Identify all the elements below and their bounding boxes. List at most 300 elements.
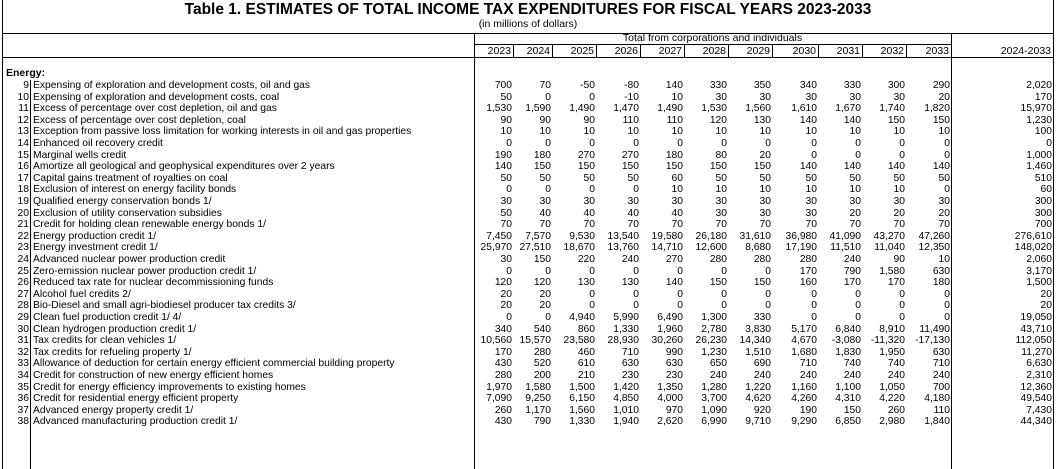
value-cell-2025: 23,580	[563, 335, 595, 347]
value-cell-2023: 190	[494, 149, 512, 161]
value-cell-2027: 150	[665, 161, 683, 173]
row-number: 20	[17, 207, 29, 219]
row-number: 25	[17, 265, 29, 277]
row-number: 37	[17, 404, 29, 416]
value-cell-2031: 1,100	[835, 381, 861, 393]
value-cell-2030: 10	[805, 126, 817, 138]
value-cell-2029: 350	[753, 80, 771, 91]
value-cell-2027: 0	[677, 265, 683, 277]
value-cell-2024-2033: 100	[1034, 126, 1052, 138]
value-cell-2024-2033: 20	[1040, 288, 1052, 300]
table-row	[3, 196, 1053, 208]
value-cell-2028: 2,780	[701, 323, 727, 335]
value-cell-2033: 47,260	[918, 230, 950, 242]
value-cell-2028: 1,530	[701, 103, 727, 115]
value-cell-2026: 40	[627, 207, 639, 219]
value-cell-2033: 0	[944, 312, 950, 323]
value-cell-2025: 10	[583, 126, 595, 138]
value-cell-2025: 50	[583, 172, 595, 184]
value-cell-2030: 190	[799, 404, 817, 416]
value-cell-2026: 50	[627, 172, 639, 184]
value-cell-2023: 20	[500, 300, 512, 312]
value-cell-2025: 0	[589, 300, 595, 312]
value-cell-2028: 1,300	[701, 312, 727, 323]
value-cell-2026: -10	[624, 91, 639, 103]
value-cell-2027: 180	[665, 149, 683, 161]
row-label: Marginal wells credit	[33, 149, 127, 161]
row-number: 14	[17, 138, 29, 149]
value-cell-2032: 150	[887, 114, 905, 126]
value-cell-2026: 1,420	[613, 381, 639, 393]
value-cell-2032: 0	[899, 300, 905, 312]
year-header-2023: 2023	[487, 45, 511, 57]
value-cell-2031: 1,830	[835, 346, 861, 358]
value-cell-2024: 520	[533, 358, 551, 370]
value-cell-2028: 30	[715, 207, 727, 219]
value-cell-2030: 140	[799, 114, 817, 126]
table-header-box	[3, 0, 1053, 34]
value-cell-2029: 150	[753, 277, 771, 289]
value-cell-2024: 200	[533, 370, 551, 381]
value-cell-2024-2033: 510	[1034, 172, 1052, 184]
table-row	[3, 277, 1053, 289]
value-cell-2033: 4,180	[924, 393, 950, 405]
row-number: 26	[17, 277, 29, 289]
value-cell-2024: 0	[545, 312, 551, 323]
value-cell-2033: 0	[944, 184, 950, 196]
value-cell-2033: 0	[944, 300, 950, 312]
row-number: 30	[17, 323, 29, 335]
value-cell-2031: 30	[849, 196, 861, 207]
year-header-2024: 2024	[526, 45, 550, 57]
value-cell-2023: 50	[500, 207, 512, 219]
row-label: Credit for holding clean renewable energy bonds 1/	[33, 219, 266, 231]
value-cell-2030: 17,190	[785, 242, 817, 254]
value-cell-2026: 4,850	[613, 393, 639, 405]
value-cell-2025: 9,530	[569, 230, 595, 242]
table-row	[3, 416, 1053, 428]
value-cell-2029: 690	[753, 358, 771, 370]
value-cell-2033: 30	[938, 196, 950, 207]
value-cell-2026: 130	[621, 277, 639, 289]
value-cell-2025: 1,490	[569, 103, 595, 115]
value-cell-2032: 11,040	[874, 242, 905, 254]
row-label: Credit for residential energy efficient property	[33, 393, 239, 405]
row-number: 23	[17, 242, 29, 254]
value-cell-2030: 4,260	[791, 393, 817, 405]
row-label: Clean fuel production credit 1/ 4/	[33, 312, 182, 323]
value-cell-2029: 280	[753, 254, 771, 265]
value-cell-2029: 3,830	[745, 323, 771, 335]
value-cell-2028: 0	[721, 288, 727, 300]
value-cell-2024: 180	[533, 149, 551, 161]
value-cell-2027: 630	[665, 358, 683, 370]
value-cell-2023: 1,970	[486, 381, 512, 393]
value-cell-2030: 10	[805, 184, 817, 196]
value-cell-2029: 0	[765, 288, 771, 300]
row-label: Excess of percentage over cost depletion, coal	[33, 114, 246, 126]
value-cell-2032: 0	[899, 138, 905, 149]
value-cell-2025: 6,150	[569, 393, 595, 405]
group-header-rule	[474, 44, 951, 45]
value-cell-2033: 1,840	[924, 416, 950, 428]
value-cell-2031: 6,840	[835, 323, 861, 335]
row-label: Zero-emission nuclear power production credit 1/	[33, 265, 257, 277]
row-number: 9	[23, 80, 29, 91]
value-cell-2033: 70	[938, 219, 950, 231]
value-cell-2025: 0	[589, 288, 595, 300]
year-header-2027: 2027	[658, 45, 682, 57]
value-cell-2033: 240	[932, 370, 950, 381]
value-cell-2028: 650	[709, 358, 727, 370]
value-cell-2027: 110	[666, 114, 683, 126]
value-cell-2029: 1,560	[745, 103, 771, 115]
value-cell-2032: 20	[893, 207, 905, 219]
value-cell-2024: 40	[539, 207, 551, 219]
table-row	[3, 231, 1053, 243]
value-cell-2024-2033: 2,060	[1026, 254, 1052, 265]
year-header-2026: 2026	[614, 45, 638, 57]
value-cell-2030: 340	[799, 80, 817, 91]
value-cell-2023: 25,970	[480, 242, 512, 254]
row-label: Advanced manufacturing production credit 1/	[33, 416, 238, 428]
row-label: Excess of percentage over cost depletion, oil and gas	[33, 103, 277, 115]
value-cell-2033: 710	[932, 358, 950, 370]
value-cell-2032: 90	[893, 254, 905, 265]
value-cell-2029: 10	[759, 184, 771, 196]
value-cell-2023: 430	[494, 416, 512, 428]
value-cell-2026: 240	[621, 254, 639, 265]
value-cell-2033: 11,490	[919, 323, 950, 335]
value-cell-2033: 630	[932, 265, 950, 277]
row-label: Energy investment credit 1/	[33, 242, 158, 254]
value-cell-2033: 150	[932, 114, 950, 126]
value-cell-2024: 15,570	[519, 335, 551, 347]
value-cell-2027: 0	[677, 288, 683, 300]
value-cell-2025: 30	[583, 196, 595, 207]
value-cell-2031: 140	[843, 161, 861, 173]
value-cell-2029: 4,620	[745, 393, 771, 405]
table-row	[3, 184, 1053, 196]
table-row	[3, 254, 1053, 266]
value-cell-2029: 1,510	[745, 346, 771, 358]
value-cell-2023: 260	[494, 404, 512, 416]
value-cell-2024-2033: 700	[1034, 219, 1052, 231]
value-cell-2025: -50	[580, 80, 595, 91]
value-cell-2031: 0	[855, 149, 861, 161]
value-cell-2023: 90	[500, 114, 512, 126]
value-cell-2024-2033: 15,970	[1020, 103, 1052, 115]
value-cell-2030: 0	[811, 138, 817, 149]
value-cell-2023: 50	[500, 91, 512, 103]
value-cell-2027: 40	[671, 207, 683, 219]
value-cell-2031: 170	[843, 277, 861, 289]
value-cell-2026: 150	[621, 161, 639, 173]
value-cell-2032: 10	[893, 184, 905, 196]
value-cell-2023: 0	[506, 312, 512, 323]
row-label: Allowance of deduction for certain energy efficient commercial building property	[33, 358, 395, 370]
row-label: Expensing of exploration and development costs, coal	[33, 91, 280, 103]
value-cell-2024: 120	[533, 277, 551, 289]
value-cell-2029: 30	[759, 91, 771, 103]
value-cell-2025: 1,560	[569, 404, 595, 416]
value-cell-2028: 30	[715, 91, 727, 103]
value-cell-2031: -3,080	[831, 335, 861, 347]
value-cell-2032: 30	[893, 91, 905, 103]
row-label: Qualified energy conservation bonds 1/	[33, 196, 212, 207]
value-cell-2023: 30	[500, 254, 512, 265]
value-cell-2033: 10	[938, 254, 950, 265]
row-label: Credit for construction of new energy efficient homes	[33, 370, 274, 381]
value-cell-2023: 430	[494, 358, 512, 370]
value-cell-2033: 0	[944, 138, 950, 149]
value-cell-2033: 20	[938, 207, 950, 219]
table-row	[3, 358, 1053, 370]
value-cell-2024-2033: 148,020	[1014, 242, 1052, 254]
table-row	[3, 242, 1053, 254]
value-cell-2026: 13,760	[607, 242, 639, 254]
value-cell-2027: 10	[671, 91, 683, 103]
column-divider	[951, 33, 952, 469]
value-cell-2024: 70	[539, 219, 551, 231]
value-cell-2029: 150	[753, 161, 771, 173]
value-cell-2024-2033: 43,710	[1020, 323, 1052, 335]
value-cell-2026: 30	[627, 196, 639, 207]
row-number: 31	[17, 335, 29, 347]
row-label: Enhanced oil recovery credit	[33, 138, 163, 149]
value-cell-2027: 140	[665, 80, 683, 91]
value-cell-2025: 270	[577, 149, 595, 161]
value-cell-2032: 30	[893, 196, 905, 207]
value-cell-2032: 1,050	[879, 381, 905, 393]
value-cell-2025: 150	[577, 161, 595, 173]
value-cell-2026: -80	[624, 80, 639, 91]
value-cell-2024-2033: 300	[1034, 207, 1052, 219]
value-cell-2033: 20	[938, 91, 950, 103]
value-cell-2032: 1,740	[879, 103, 905, 115]
value-cell-2033: 700	[932, 381, 950, 393]
value-cell-2029: 1,220	[745, 381, 771, 393]
value-cell-2024: 150	[533, 254, 551, 265]
value-cell-2028: 10	[715, 184, 727, 196]
value-cell-2028: 240	[709, 370, 727, 381]
value-cell-2032: 260	[887, 404, 905, 416]
value-cell-2027: 140	[665, 277, 683, 289]
value-cell-2024: 27,510	[519, 242, 551, 254]
value-cell-2032: 740	[887, 358, 905, 370]
value-cell-2026: 5,990	[613, 312, 639, 323]
value-cell-2027: 19,580	[651, 230, 683, 242]
value-cell-2030: 170	[799, 265, 817, 277]
value-cell-2028: 150	[709, 161, 727, 173]
value-cell-2025: 210	[577, 370, 595, 381]
row-number: 10	[17, 91, 29, 103]
value-cell-2032: 43,270	[873, 230, 905, 242]
value-cell-2029: 0	[765, 265, 771, 277]
value-cell-2024-2033: 3,170	[1026, 265, 1052, 277]
value-cell-2030: 9,290	[791, 416, 817, 428]
value-cell-2024-2033: 300	[1034, 196, 1052, 207]
value-cell-2032: 0	[899, 149, 905, 161]
value-cell-2030: 30	[805, 196, 817, 207]
value-cell-2031: 0	[855, 288, 861, 300]
value-cell-2032: 70	[893, 219, 905, 231]
value-cell-2028: 280	[709, 254, 727, 265]
row-number: 18	[17, 184, 29, 196]
value-cell-2028: 1,280	[701, 381, 727, 393]
table-row	[3, 405, 1053, 417]
value-cell-2024: 1,580	[525, 381, 551, 393]
value-cell-2028: 26,230	[695, 335, 727, 347]
value-cell-2031: 330	[843, 80, 861, 91]
value-cell-2030: 1,610	[791, 103, 817, 115]
value-cell-2033: 0	[944, 149, 950, 161]
value-cell-2026: 0	[633, 300, 639, 312]
value-cell-2025: 18,670	[563, 242, 595, 254]
value-cell-2025: 1,330	[569, 416, 595, 428]
row-number: 15	[17, 149, 29, 161]
row-number: 22	[17, 230, 29, 242]
value-cell-2032: 1,580	[879, 265, 905, 277]
value-cell-2032: 10	[893, 126, 905, 138]
value-cell-2025: 0	[589, 184, 595, 196]
year-header-divider	[684, 45, 685, 57]
value-cell-2029: 31,610	[739, 230, 771, 242]
value-cell-2025: 460	[577, 346, 595, 358]
value-cell-2027: 1,490	[657, 103, 683, 115]
value-cell-2023: 120	[494, 277, 512, 289]
row-label: Expensing of exploration and development costs, oil and gas	[33, 80, 311, 91]
value-cell-2028: 50	[715, 172, 727, 184]
value-cell-2033: 140	[932, 161, 950, 173]
value-cell-2028: 120	[709, 114, 727, 126]
row-number: 27	[17, 288, 29, 300]
row-label: Tax credits for clean vehicles 1/	[33, 335, 177, 347]
table-row	[3, 266, 1053, 278]
row-number: 17	[17, 172, 29, 184]
value-cell-2027: 1,960	[657, 323, 683, 335]
value-cell-2033: 110	[933, 404, 950, 416]
value-cell-2024-2033: 276,610	[1014, 230, 1052, 242]
value-cell-2030: 280	[799, 254, 817, 265]
year-header-divider	[862, 45, 863, 57]
row-number: 38	[17, 416, 29, 428]
table-row	[3, 324, 1053, 336]
value-cell-2031: 0	[855, 138, 861, 149]
table-title: Table 1. ESTIMATES OF TOTAL INCOME TAX EXPENDITURES FOR FISCAL YEARS 2023-2033	[184, 1, 872, 18]
value-cell-2031: 0	[855, 312, 861, 323]
value-cell-2027: 6,490	[657, 312, 683, 323]
table-row	[3, 150, 1053, 162]
value-cell-2024-2033: 2,310	[1026, 370, 1052, 381]
value-cell-2025: 0	[589, 265, 595, 277]
value-cell-2031: 150	[843, 404, 861, 416]
value-cell-2032: 50	[893, 172, 905, 184]
year-header-2031: 2031	[836, 45, 860, 57]
value-cell-2024: 150	[533, 161, 551, 173]
value-cell-2027: 0	[677, 138, 683, 149]
value-cell-2033: -17,130	[915, 335, 950, 347]
value-cell-2028: 6,990	[701, 416, 727, 428]
value-cell-2026: 630	[621, 358, 639, 370]
year-header-2032: 2032	[880, 45, 904, 57]
value-cell-2024: 790	[533, 416, 551, 428]
value-cell-2027: 270	[665, 254, 683, 265]
value-cell-2031: 4,310	[835, 393, 861, 405]
value-cell-2026: 0	[633, 265, 639, 277]
value-cell-2033: 180	[932, 277, 950, 289]
value-cell-2031: 240	[843, 254, 861, 265]
row-label: Reduced tax rate for nuclear decommissioning funds	[33, 277, 274, 289]
row-label: Amortize all geological and geophysical expenditures over 2 years	[33, 161, 335, 173]
table-row	[3, 138, 1053, 150]
value-cell-2025: 70	[583, 219, 595, 231]
value-cell-2031: 10	[849, 126, 861, 138]
value-cell-2028: 1,090	[701, 404, 727, 416]
tax-expenditure-table	[2, 0, 1054, 469]
table-row	[3, 347, 1053, 359]
table-row	[3, 80, 1053, 92]
value-cell-2025: 130	[577, 277, 595, 289]
value-cell-2028: 80	[715, 149, 727, 161]
value-cell-2025: 0	[589, 138, 595, 149]
value-cell-2026: 1,010	[613, 404, 639, 416]
table-row	[3, 208, 1053, 220]
value-cell-2023: 0	[506, 265, 512, 277]
value-cell-2024-2033: 1,000	[1026, 149, 1052, 161]
value-cell-2024: 0	[545, 91, 551, 103]
value-cell-2033: 630	[932, 346, 950, 358]
table-row	[3, 382, 1053, 394]
value-cell-2031: 50	[849, 172, 861, 184]
value-cell-2030: 710	[799, 358, 817, 370]
value-cell-2027: 2,620	[657, 416, 683, 428]
value-cell-2024-2033: 6,630	[1026, 358, 1052, 370]
value-cell-2030: 30	[805, 91, 817, 103]
value-cell-2023: 340	[494, 323, 512, 335]
value-cell-2029: 9,710	[745, 416, 771, 428]
value-cell-2029: 920	[753, 404, 771, 416]
row-number: 28	[17, 300, 29, 312]
table-row	[3, 335, 1053, 347]
section-title: Energy:	[6, 67, 46, 79]
value-cell-2028: 0	[721, 265, 727, 277]
value-cell-2025: 4,940	[569, 312, 595, 323]
value-cell-2031: 140	[843, 114, 861, 126]
row-label: Advanced energy property credit 1/	[33, 404, 194, 416]
value-cell-2029: 8,680	[745, 242, 771, 254]
value-cell-2030: 160	[799, 277, 817, 289]
value-cell-2032: 140	[887, 161, 905, 173]
column-group-header: Total from corporations and individuals	[622, 32, 803, 44]
value-cell-2027: 0	[677, 300, 683, 312]
table-row	[3, 173, 1053, 185]
value-cell-2026: 0	[633, 288, 639, 300]
value-cell-2029: 0	[765, 138, 771, 149]
value-cell-2029: 240	[753, 370, 771, 381]
value-cell-2026: 70	[627, 219, 639, 231]
row-label: Tax credits for refueling property 1/	[33, 346, 192, 358]
value-cell-2024-2033: 60	[1040, 184, 1052, 196]
value-cell-2030: 50	[805, 172, 817, 184]
value-cell-2029: 30	[759, 207, 771, 219]
value-cell-2032: -11,320	[870, 335, 905, 347]
year-header-2033: 2033	[925, 45, 949, 57]
value-cell-2024-2033: 0	[1046, 138, 1052, 149]
value-cell-2031: 1,670	[835, 103, 861, 115]
value-cell-2024: 30	[539, 196, 551, 207]
value-cell-2031: 240	[843, 370, 861, 381]
